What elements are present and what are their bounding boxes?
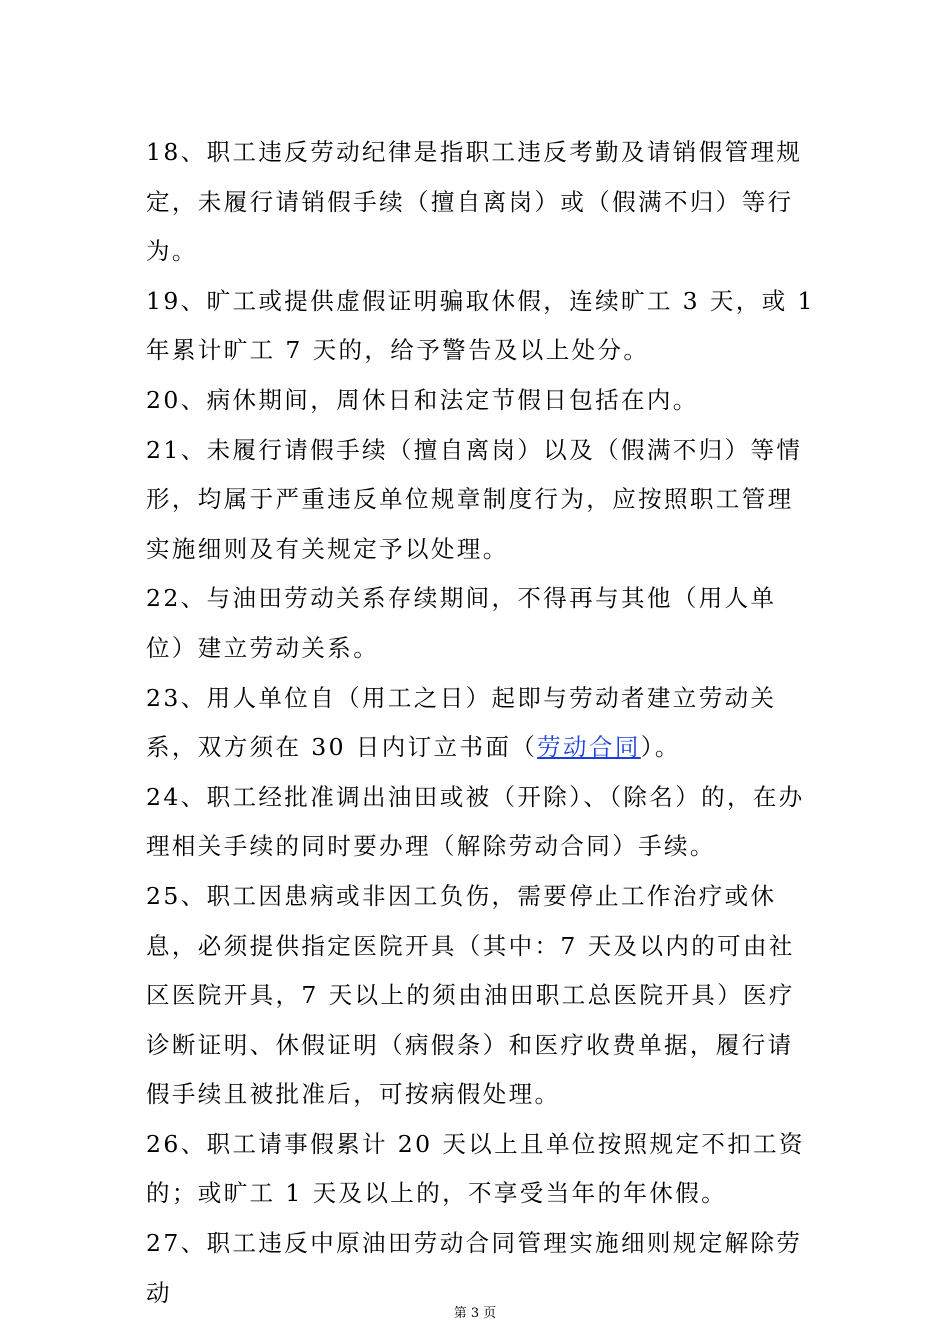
paragraph-19: 19、旷工或提供虚假证明骗取休假，连续旷工 3 天，或 1 年累计旷工 7 天的，给予警告及以上处分。	[146, 286, 815, 365]
page-number: 第 3 页	[453, 1306, 497, 1321]
labor-contract-link[interactable]: 劳动合同	[537, 733, 641, 762]
paragraph-24: 24、职工经批准调出油田或被（开除）、（除名）的，在办理相关手续的同时要办理（解除劳动合同）手续。	[146, 782, 805, 861]
document-body	[146, 128, 816, 1318]
paragraph-26: 26、职工请事假累计 20 天以上且单位按照规定不扣工资的；或旷工 1 天及以上的，不享受当年的年休假。	[146, 1129, 805, 1208]
paragraph-25: 25、职工因患病或非因工负伤，需要停止工作治疗或休息，必须提供指定医院开具（其中：7 天及以内的可由社区医院开具，7 天以上的须由油田职工总医院开具）医疗诊断证明、休假证明（病假条）和医疗收费单据，履行请假手续且被批准后，可按病假处理。	[146, 881, 795, 1109]
paragraph-18: 18、职工违反劳动纪律是指职工违反考勤及请销假管理规定，未履行请销假手续（擅自离岗）或（假满不归）等行为。	[146, 138, 803, 266]
paragraph-23-text-after: ）。	[640, 733, 681, 762]
paragraph-23	[146, 674, 816, 773]
paragraph-27: 27、职工违反中原油田劳动合同管理实施细则规定解除劳动	[146, 1229, 803, 1307]
paragraph-23-text-before: 23、用人单位自（用工之日）起即与劳动者建立劳动关系，双方须在 30 日内订立书面（	[146, 683, 777, 762]
paragraph-20: 20、病休期间，周休日和法定节假日包括在内。	[146, 385, 699, 414]
paragraph-21: 21、未履行请假手续（擅自离岗）以及（假满不归）等情形，均属于严重违反单位规章制度行为，应按照职工管理实施细则及有关规定予以处理。	[146, 435, 803, 563]
paragraph-22: 22、与油田劳动关系存续期间，不得再与其他（用人单位）建立劳动关系。	[146, 584, 777, 662]
